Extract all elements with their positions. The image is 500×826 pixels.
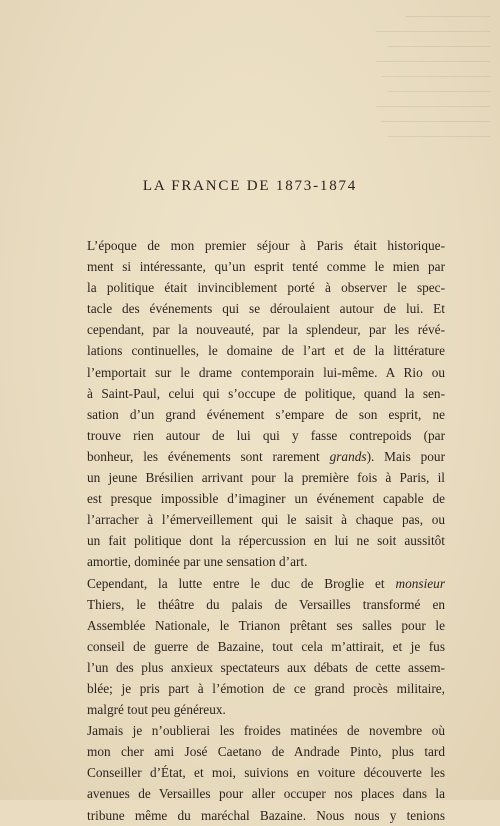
text-segment: ment si intéressante, qu’un esprit tenté comme le mien par bbox=[87, 259, 445, 275]
text-line bbox=[87, 720, 445, 741]
italic-text: monsieur bbox=[395, 575, 445, 591]
text-line bbox=[87, 657, 445, 678]
text-segment: la politique était invinciblement porté à observer le spec- bbox=[87, 280, 445, 296]
text-segment: Jamais je n’oublierai les froides matinées de novembre où bbox=[87, 723, 445, 739]
text-line bbox=[87, 235, 445, 256]
text-line bbox=[87, 699, 445, 720]
text-line bbox=[87, 319, 445, 340]
text-segment: mon cher ami José Caetano de Andrade Pinto, plus tard bbox=[87, 744, 445, 760]
text-line bbox=[87, 340, 445, 361]
text-segment: Assemblée Nationale, le Trianon prêtant ses salles pour le bbox=[87, 617, 445, 633]
text-line bbox=[87, 636, 445, 657]
text-line bbox=[87, 256, 445, 277]
text-line bbox=[87, 678, 445, 699]
text-line bbox=[87, 783, 445, 804]
text-line bbox=[87, 741, 445, 762]
text-line bbox=[87, 805, 445, 826]
text-segment: L’époque de mon premier séjour à Paris était historique- bbox=[87, 238, 445, 253]
text-line bbox=[87, 362, 445, 383]
text-segment: un fait politique dont la répercussion en lui ne soit aussitôt bbox=[87, 533, 445, 549]
text-line bbox=[87, 467, 445, 488]
text-segment: l’arracher à l’émerveillement qui le saisit à chaque pas, ou bbox=[87, 512, 445, 528]
text-line bbox=[87, 530, 445, 551]
text-segment: blée; je pris part à l’émotion de ce grand procès militaire, bbox=[87, 680, 445, 696]
text-line bbox=[87, 488, 445, 509]
text-line bbox=[87, 404, 445, 425]
text-segment: Thiers, le théâtre du palais de Versailles transformé en bbox=[87, 596, 445, 612]
text-segment: cependant, par la nouveauté, par la splendeur, par les révé- bbox=[87, 322, 445, 338]
body-text bbox=[87, 235, 445, 826]
text-line bbox=[87, 425, 445, 446]
text-segment: l’un des plus anxieux spectateurs aux débats de cette assem- bbox=[87, 659, 445, 675]
text-segment: sation d’un grand événement s’empare de son esprit, ne bbox=[87, 406, 445, 422]
text-line bbox=[87, 277, 445, 298]
text-segment: à Saint-Paul, celui qui s’occupe de politique, quand la sen- bbox=[87, 385, 445, 401]
text-segment: avenues de Versailles pour aller occuper nos places dans la bbox=[87, 786, 445, 802]
text-segment: tacle des événements qui se déroulaient autour de lui. Et bbox=[87, 301, 445, 317]
text-line bbox=[87, 615, 445, 636]
text-segment: malgré tout peu généreux. bbox=[87, 702, 226, 718]
text-segment: trouve rien autour de lui qui y fasse contrepoids (par bbox=[87, 427, 445, 443]
text-line bbox=[87, 298, 445, 319]
text-segment: amortie, dominée par une sensation d’art. bbox=[87, 554, 308, 570]
italic-text: grands bbox=[329, 448, 367, 464]
text-line bbox=[87, 762, 445, 783]
text-line bbox=[87, 383, 445, 404]
text-segment: tribune même du maréchal Bazaine. Nous nous y tenions bbox=[87, 807, 445, 823]
text-line bbox=[87, 594, 445, 615]
text-segment: bonheur, les événements sont rarement bbox=[87, 448, 320, 464]
text-segment: lations continuelles, le domaine de l’art et de la littérature bbox=[87, 343, 445, 359]
text-line bbox=[87, 573, 445, 594]
text-line bbox=[87, 446, 445, 467]
text-line bbox=[87, 551, 445, 572]
text-segment: Conseiller d’État, et moi, suivions en voiture découverte les bbox=[87, 765, 445, 781]
chapter-title: LA FRANCE DE 1873-1874 bbox=[142, 178, 358, 194]
text-segment: est presque impossible d’imaginer un événement capable de bbox=[87, 491, 445, 507]
text-segment: conseil de guerre de Bazaine, tout cela m’attirait, et je fus bbox=[87, 638, 445, 654]
text-segment: un jeune Brésilien arrivant pour la première fois à Paris, il bbox=[87, 470, 445, 486]
text-segment: Cependant, la lutte entre le duc de Broglie et bbox=[87, 575, 385, 591]
text-segment: ). Mais pour bbox=[366, 448, 445, 464]
text-line bbox=[87, 509, 445, 530]
show-through-text: ────────────── ─────────────────── ───────────────── ─────────────────── ────────────────── ───────────────── ─────────────────── ────────────────── ───────────────── bbox=[375, 12, 490, 143]
text-segment: l’emportait sur le drame contemporain lui-même. A Rio ou bbox=[87, 364, 445, 380]
